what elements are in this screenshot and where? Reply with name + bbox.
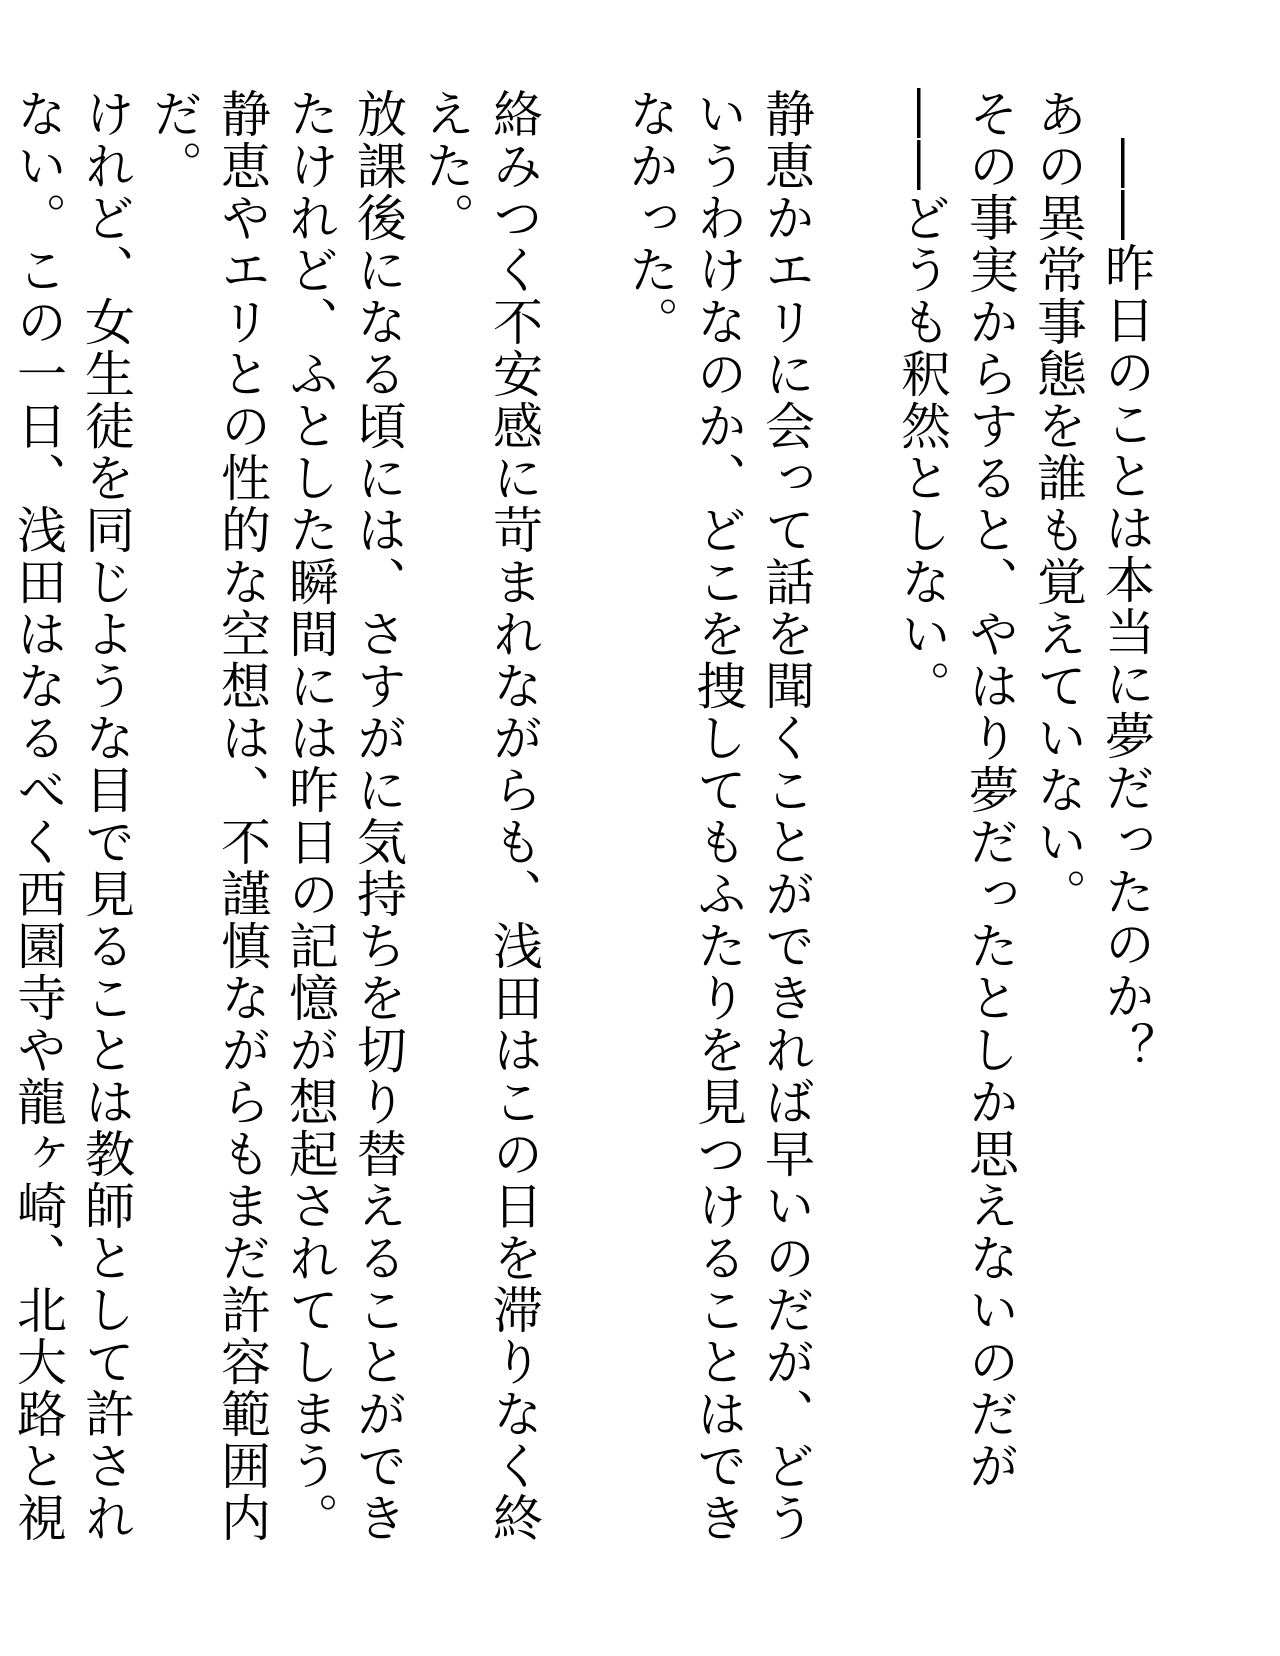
paragraph-1: ――昨日のことは本当に夢だったのか？ bbox=[1097, 138, 1155, 1074]
paragraph-8: けれど、女生徒を同じような目で見ることは教師として許されない。この一日、浅田はなるべく西園寺や龍ヶ崎、北大路と視 bbox=[9, 88, 135, 1544]
paragraph-break bbox=[820, 88, 888, 1588]
vertical-text-body bbox=[0, 88, 1160, 1588]
paragraph-4: 静恵かエリに会って話を聞くことができれば早いのだが、どういうわけなのか、どこを捜してもふたりを見つけることはできなかった。 bbox=[621, 88, 815, 1544]
paragraph-3: その事実からすると、やはり夢だったとしか思えないのだが――どうも釈然としない。 bbox=[893, 88, 1019, 1492]
paragraph-6: 放課後になる頃には、さすがに気持ちを切り替えることができたけれど、ふとした瞬間には昨日の記憶が想起されてしまう。 bbox=[281, 88, 407, 1544]
paragraph-7: 静恵やエリとの性的な空想は、不謹慎ながらもまだ許容範囲内だ。 bbox=[145, 88, 271, 1544]
paragraph-2: あの異常事態を誰も覚えていない。 bbox=[1029, 88, 1087, 920]
paragraph-break bbox=[548, 88, 616, 1588]
paragraph-5: 絡みつく不安感に苛まれながらも、浅田はこの日を滞りなく終えた。 bbox=[417, 88, 543, 1544]
